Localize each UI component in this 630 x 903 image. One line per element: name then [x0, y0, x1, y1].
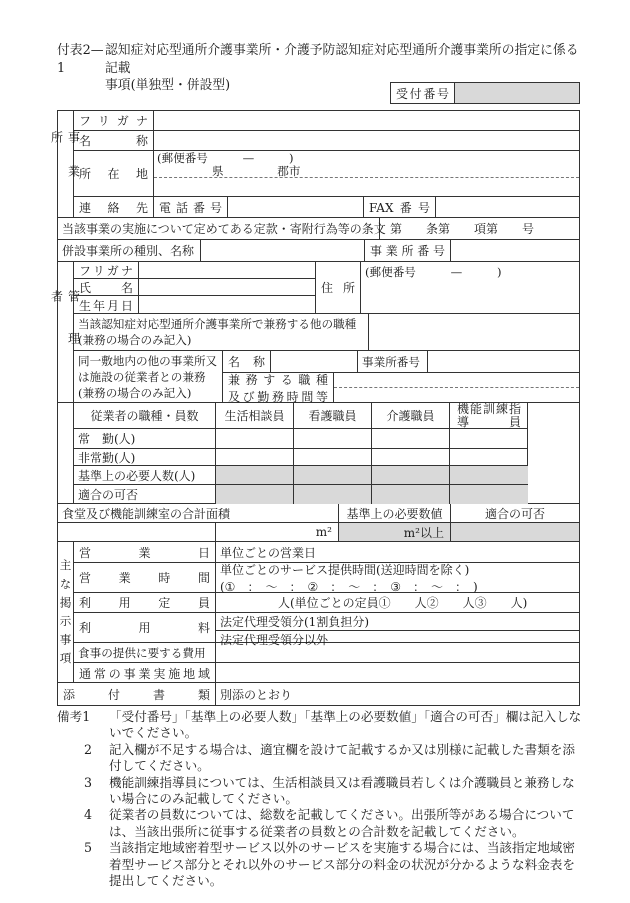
tel-field[interactable] — [228, 197, 364, 218]
business-hours-label-cell — [74, 563, 216, 592]
office-contact-label: 連絡先 — [79, 201, 148, 215]
office-name-field[interactable] — [154, 131, 579, 150]
meal-cost-label: 食事の提供に要する費用 — [78, 645, 206, 660]
note-marker-5: 5 — [84, 840, 93, 856]
manager-same-site-line2: は施設の従業者との兼務 — [78, 370, 206, 384]
business-day-value: 単位ごとの営業日 — [220, 545, 317, 560]
staff-row-parttime — [74, 449, 527, 466]
staff-fulltime-col2-field[interactable] — [294, 429, 372, 448]
area-unit-min-label: m²以上 — [403, 525, 444, 540]
note-text-1: 「受付番号」「基準上の必要人数」「基準上の必要数値」「適合の可否」欄は記入しないでください。 — [109, 709, 582, 741]
fee-line1: 法定代理受領分(1割負担分) — [220, 615, 369, 629]
job-hours-field[interactable] — [334, 373, 579, 402]
staff-conform-col1-cell — [216, 485, 294, 504]
manager-address-field[interactable] — [361, 262, 579, 313]
area-value-field[interactable] — [216, 523, 339, 541]
same-site-office-no-label-cell — [358, 351, 428, 372]
staff-col1-header: 生活相談員 — [216, 403, 294, 428]
staff-parttime-col4-field[interactable] — [450, 449, 528, 465]
job-hours-field-lower[interactable] — [334, 388, 579, 403]
staff-row-conform-label-cell: 適合の可否 — [74, 485, 216, 504]
fax-label-cell — [364, 197, 436, 218]
business-hours-field[interactable] — [216, 563, 579, 592]
note-item-4 — [57, 807, 584, 840]
job-hours-label-cell — [223, 373, 334, 402]
service-region-label-cell — [74, 663, 216, 683]
area-label-cell — [58, 504, 339, 522]
annex-office-label-cell — [58, 240, 201, 261]
job-hours-line1: 兼務する職種 — [228, 372, 328, 387]
receipt-number-label: 受付番号 — [396, 86, 449, 101]
staff-section — [58, 403, 579, 504]
title-prefix: 付表2—1 — [57, 43, 104, 76]
area-conform-label: 適合の可否 — [484, 506, 545, 521]
receipt-number-box — [390, 82, 580, 104]
staff-fulltime-col3-field[interactable] — [372, 429, 450, 448]
capacity-value: 人(単位ごとの定員① 人② 人③ 人) — [278, 596, 528, 610]
office-postal-line[interactable]: (郵便番号 — ) — [157, 151, 294, 165]
attachment-label: 添付書類 — [63, 687, 210, 702]
office-address-label: 所在地 — [79, 167, 148, 181]
manager-furigana-label: フリガナ — [79, 263, 133, 278]
manager-birth-label: 生年月日 — [79, 298, 133, 313]
same-site-office-no-label: 事業所番号 — [362, 354, 420, 369]
manager-other-job-field[interactable] — [369, 314, 579, 350]
manager-birth-field[interactable] — [139, 296, 316, 314]
staff-parttime-col1-field[interactable] — [216, 449, 294, 465]
staff-col4-header: 機能訓練指導員 — [457, 401, 521, 429]
meal-cost-label-cell — [74, 643, 216, 662]
staff-table-right-space — [528, 403, 579, 503]
attachment-row — [58, 683, 579, 705]
office-furigana-label-cell — [74, 111, 154, 130]
tel-label: 電話番号 — [159, 201, 222, 215]
manager-same-site-label-cell — [74, 351, 223, 403]
disclosure-section — [58, 542, 579, 683]
annex-office-no-label-cell — [365, 240, 451, 261]
attachment-value: 別添のとおり — [220, 687, 293, 702]
business-day-field[interactable] — [216, 542, 579, 562]
articles-row — [58, 218, 579, 240]
receipt-number-field — [455, 83, 579, 103]
note-marker-4: 4 — [84, 807, 93, 823]
articles-label-cell — [58, 218, 386, 239]
office-section-label: 事業所 — [58, 111, 74, 217]
staff-fulltime-col4-field[interactable] — [450, 429, 528, 448]
area-blank-cell — [58, 523, 216, 541]
staff-col-job-header: 従業者の職種・員数 — [74, 403, 216, 428]
note-item-3 — [57, 775, 584, 808]
note-marker-2: 2 — [84, 741, 93, 757]
office-pref-label: 県 — [212, 164, 224, 178]
office-furigana-label: フリガナ — [79, 114, 148, 128]
title-text-line2: 事項(単独型・併設型) — [105, 78, 231, 93]
attachment-label-cell — [58, 683, 216, 705]
meal-cost-field[interactable] — [216, 643, 579, 662]
note-text-4: 従業者の員数については、総数を記載してください。出張所等がある場合については、当該出張所に従事する従業者の員数との合計数を記載してください。 — [109, 807, 575, 839]
annex-office-no-field[interactable] — [451, 240, 579, 261]
manager-address-label-cell — [316, 262, 361, 313]
receipt-number-label-cell — [391, 83, 455, 103]
office-city-label: 郡市 — [277, 164, 301, 178]
office-pref-city-line[interactable] — [154, 165, 579, 178]
note-marker-1: 備考1 — [57, 709, 91, 724]
notes-section — [57, 709, 584, 889]
fax-field[interactable] — [436, 197, 579, 218]
manager-other-job-line2: (兼務の場合のみ記入) — [78, 333, 192, 347]
area-unit-label: m² — [315, 525, 332, 539]
fee-line2: 法定代理受領分以外 — [220, 633, 329, 647]
disclosure-section-label: 主な掲示事項 — [58, 542, 74, 682]
attachment-value-cell — [216, 683, 579, 705]
office-name-label-cell — [74, 131, 154, 150]
area-section — [58, 504, 579, 542]
staff-row-required — [74, 466, 527, 485]
annex-office-name-field[interactable] — [201, 240, 365, 261]
staff-conform-col4-cell — [450, 485, 528, 504]
staff-col3-header: 介護職員 — [372, 403, 450, 428]
area-required-value-cell — [339, 523, 451, 541]
manager-section-label: 管理者 — [58, 262, 74, 402]
manager-name-field[interactable] — [139, 279, 316, 295]
staff-required-col2-cell — [294, 466, 372, 484]
manager-section — [49, 262, 579, 404]
staff-row-parttime-label-cell: 非常勤(人) — [74, 449, 216, 465]
same-site-name-label: 名称 — [228, 355, 265, 369]
area-conform-value-cell — [451, 523, 579, 541]
staff-row-required-label-cell: 基準上の必要人数(人) — [74, 466, 216, 484]
manager-other-job-line1: 当該認知症対応型通所介護事業所で兼務する他の職種 — [78, 317, 357, 331]
manager-other-job-label-cell — [74, 314, 369, 350]
area-conform-label-cell — [451, 504, 579, 522]
fee-label-cell — [74, 613, 216, 642]
capacity-label: 利用定員 — [79, 596, 210, 610]
tel-label-cell — [154, 197, 228, 218]
business-hours-label: 営業時間 — [79, 571, 210, 585]
note-marker-3: 3 — [84, 774, 93, 790]
service-region-label: 通常の事業実施地域 — [79, 666, 210, 681]
office-contact-label-cell — [74, 197, 154, 218]
manager-name-label: 氏名 — [79, 280, 133, 295]
annex-office-no-label: 事業所番号 — [370, 244, 445, 258]
manager-birth-label-cell — [74, 296, 139, 314]
business-day-label: 営業日 — [79, 545, 210, 560]
business-day-label-cell — [74, 542, 216, 562]
staff-section-spacer — [58, 403, 74, 503]
manager-furigana-label-cell — [74, 262, 139, 278]
articles-label: 当該事業の実施について定めてある定款・寄附行為等の条文 — [62, 222, 386, 236]
staff-col2-header: 看護職員 — [294, 403, 372, 428]
job-hours-field-upper[interactable] — [334, 373, 579, 388]
manager-same-site-line1: 同一敷地内の他の事業所又 — [78, 354, 218, 368]
manager-address-label: 住所 — [321, 281, 355, 295]
form-table — [49, 110, 580, 706]
note-item-1 — [57, 709, 584, 742]
staff-row-fulltime-label-cell: 常 勤(人) — [74, 429, 216, 448]
fax-label: FAX番号 — [369, 201, 430, 215]
manager-name-label-cell — [74, 279, 139, 295]
business-hours-line1: 単位ごとのサービス提供時間(送迎時間を除く) — [220, 562, 470, 577]
staff-fulltime-col1-field[interactable] — [216, 429, 294, 448]
articles-value-cell[interactable] — [380, 218, 579, 239]
office-section — [49, 111, 579, 218]
manager-same-site-line3: (兼務の場合のみ記入) — [78, 386, 192, 400]
same-site-name-field[interactable] — [271, 351, 358, 372]
job-hours-line2: 及び勤務時間等 — [228, 389, 328, 404]
office-furigana-field[interactable] — [154, 111, 579, 130]
fee-label: 利用料 — [79, 621, 210, 635]
area-required-label: 基準上の必要数値 — [346, 506, 443, 521]
staff-required-col3-cell — [372, 466, 450, 484]
annex-office-label: 併設事業所の種別、名称 — [62, 244, 195, 258]
staff-conform-col2-cell — [294, 485, 372, 504]
title-text-line1: 認知症対応型通所介護事業所・介護予防認知症対応型通所介護事業所の指定に係る記載 — [105, 43, 579, 76]
business-hours-line2: (① ： ～ ： ② ： ～ ： ③ ： ～ ： ) — [220, 579, 478, 594]
staff-parttime-col2-field[interactable] — [294, 449, 372, 465]
manager-furigana-field[interactable] — [139, 262, 316, 278]
staff-required-col1-cell — [216, 466, 294, 484]
service-region-field[interactable] — [216, 663, 579, 683]
staff-conform-col3-cell — [372, 485, 450, 504]
office-address-field[interactable] — [154, 178, 579, 196]
note-item-2 — [57, 742, 584, 775]
annex-office-row — [58, 240, 579, 262]
capacity-label-cell — [74, 593, 216, 612]
manager-postal-line: (郵便番号 — ) — [365, 265, 502, 279]
fee-legal-field[interactable] — [216, 613, 579, 631]
staff-row-fulltime — [74, 429, 527, 449]
note-text-5: 当該指定地域密着型サービス以外のサービスを実施する場合には、当該指定地域密着型サービス部分とそれ以外のサービス部分の料金の状況が分かるような料金表を提出してください。 — [109, 840, 575, 889]
same-site-name-label-cell — [223, 351, 271, 372]
capacity-field[interactable] — [216, 593, 579, 612]
area-label: 食堂及び機能訓練室の合計面積 — [62, 506, 231, 521]
note-text-2: 記入欄が不足する場合は、適宜欄を設けて記載するか又は別様に記載した書類を添付してください。 — [109, 741, 575, 774]
same-site-office-no-field[interactable] — [428, 351, 579, 372]
staff-parttime-col3-field[interactable] — [372, 449, 450, 465]
staff-row-conform — [74, 485, 527, 504]
note-item-5 — [57, 840, 584, 889]
office-name-label: 名称 — [79, 134, 148, 148]
articles-value: 第 条第 項第 号 — [390, 222, 535, 236]
note-text-3: 機能訓練指導員については、生活相談員又は看護職員若しくは介護職員と兼務しない場合にのみ記載してください。 — [109, 774, 575, 807]
area-required-label-cell — [339, 504, 451, 522]
office-address-label-cell — [74, 151, 154, 196]
staff-required-col4-cell — [450, 466, 528, 484]
